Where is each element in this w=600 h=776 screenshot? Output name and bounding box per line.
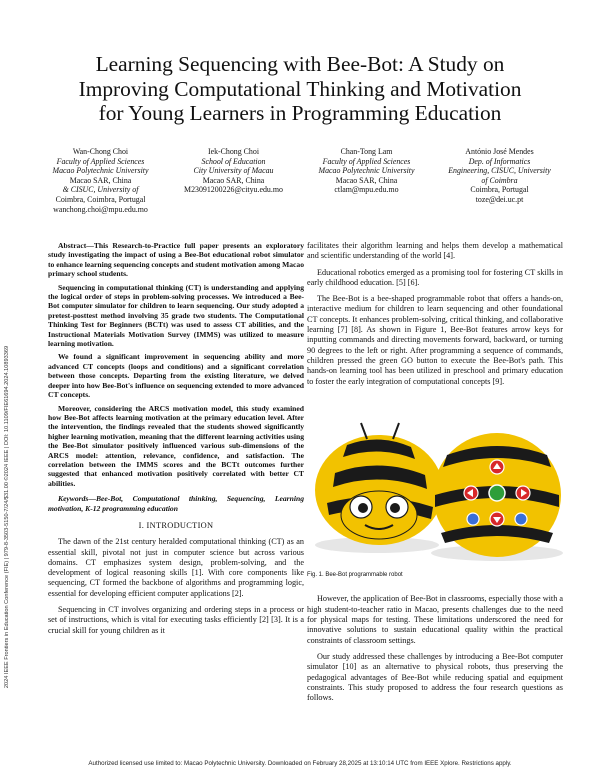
author-name: Iek-Chong Choi [207,147,260,156]
author-email: ctlam@mpu.edu.mo [334,185,399,195]
author-email: wanchong.choi@mpu.edu.mo [53,204,148,214]
author-location: Macao SAR, China [69,175,132,185]
author-location: Macao SAR, China [202,175,265,185]
author-affiliation: Dep. of Informatics [468,156,531,166]
author-affiliation: of Coimbra [481,175,518,185]
license-footer: Authorized licensed use limited to: Macao Polytechnic University. Downloaded on February 28,2025 at 13:10:14 UTC from IEEE Xplore. Restrictions apply. [88,760,512,767]
author-affiliation: City University of Macau [193,166,274,176]
author-affiliation: Macao Polytechnic University [318,166,415,176]
title-line-3: for Young Learners in Programming Education [98,101,502,125]
author-block [38,147,562,214]
author-affiliation: Macao Polytechnic University [52,166,149,176]
body-paragraph: Educational robotics emerged as a promising tool for fostering CT skills in early childhood education. [5] [6]. [307,267,563,287]
author-1 [38,147,163,214]
author-affiliation: & CISUC, University of [62,185,139,195]
right-column [307,241,563,709]
author-3 [304,147,429,214]
title-line-1: Learning Sequencing with Bee-Bot: A Study on [95,52,505,76]
section-heading-introduction: I. INTRODUCTION [138,520,214,530]
author-affiliation: Faculty of Applied Sciences [322,156,411,166]
keywords: Keywords—Bee-Bot, Computational thinking, Sequencing, Learning motivation, K-12 programming education [48,494,304,513]
author-affiliation: Engineering, CISUC, University [448,166,551,176]
paper-title [30,52,570,126]
go-button [489,485,505,501]
author-name: António José Mendes [465,147,534,156]
author-4 [437,147,562,214]
abstract-paragraph: Moreover, considering the ARCS motivation model, this study examined how Bee-Bot affects learning motivation at the primary education level. After the intervention, the findings revealed that the students showed significantly higher learning motivation, meaning that the different learning activities using the Bee-Bot simulator positively influenced various sub-dimensions of the ARCS model: attention, relevance, confidence, and satisfaction. The correlation between the IMMS scores and the BCTt outcomes further suggested that enhanced motivation positively correlated with better CT abilities. [48,403,304,488]
figure-caption: Fig. 1. Bee-Bot programmable robot [307,572,403,579]
body-paragraph: The dawn of the 21st century heralded computational thinking (CT) as an essential skill, pivotal not just in computer science but across various domains. CT emphasizes system design, problem-solving, and the development of logical reasoning skills [1]. With core components like sequencing, CT formed the backbone of algorithms and programming logic, essential for developing efficient computer applications [2]. [48,537,304,598]
author-location: Coimbra, Portugal [470,185,529,195]
author-location: Coimbra, Coimbra, Portugal [55,194,146,204]
author-2 [171,147,296,214]
author-email: M23091200226@cityu.edu.mo [184,185,283,195]
author-name: Wan-Chong Choi [72,147,129,156]
abstract [48,241,304,488]
author-name: Chan-Tong Lam [340,147,393,156]
bee-bot-top-image [433,433,561,557]
abstract-paragraph: Abstract—This Research-to-Practice full paper presents an exploratory study investigating the impact of using a Bee-Bot educational robot simulator to enhance learning sequencing concepts and student motivation among Macao primary school students. [48,241,304,279]
author-email: toze@dei.uc.pt [475,194,524,204]
left-column [48,241,304,642]
author-location: Macao SAR, China [335,175,398,185]
author-affiliation: School of Education [201,156,266,166]
bee-bot-figure [307,395,563,563]
body-paragraph: Sequencing in CT involves organizing and ordering steps in a process or set of instructions, which is vital for executing tasks efficiently [2] [3]. It is a crucial skill for young children as it [48,605,304,635]
body-paragraph: facilitates their algorithm learning and helps them develop a mathematical and scientific understanding of the world [4]. [307,241,563,261]
title-line-2: Improving Computational Thinking and Motivation [78,76,522,101]
abstract-paragraph: Sequencing in computational thinking (CT) is understanding and applying the logical order of steps in problem-solving processes. We introduced a Bee-Bot computer simulator for children to learn sequencing. Our study adopted a pretest-posttest method involving 35 grade two students. The Computational Thinking Test for Beginners (BCTt) was used to assess CT abilities, and the Instructional Materials Motivation Survey (IMMS) was utilized to measure learning motivation. [48,282,304,349]
doi-sidebar [1,290,13,750]
body-paragraph: Our study addressed these challenges by introducing a Bee-Bot computer simulator [10] as an alternative to physical robots, thus preserving the pedagogical advantages of Bee-Bot while reducing spatial and equipment constraints. This study proposed to address the four research questions as follows. [307,651,563,703]
author-affiliation: Faculty of Applied Sciences [56,156,145,166]
abstract-paragraph: We found a significant improvement in sequencing ability and more advanced CT concepts (loops and conditions) and a significant correlation between those concepts. Departing from the existing literature, we delved deeper into how Bee-Bot's influence on sequencing extended to more advanced CT concepts. [48,352,304,400]
body-paragraph: However, the application of Bee-Bot in classrooms, especially those with a high student-to-teacher ratio in Macao, presents challenges due to the need for physical maps for testing. These limitations underscored the need for innovative solutions to sustain educational quality within the practical constraints of classroom settings. [307,594,563,645]
doi-sidebar-text: 2024 IEEE Frontiers in Education Conference (FIE) | 979-8-3503-5150-7/24/$31.00 ©2024 IEEE | DOI: 10.1109/FIE61694.2024.10893369 [4,345,10,689]
body-paragraph: The Bee-Bot is a bee-shaped programmable robot that offers a hands-on, interactive medium for children to learn sequencing and other foundational CT concepts. It enhances problem-solving, critical thinking, and collaborative learning [7] [8]. As shown in Figure 1, Bee-Bot features arrow keys for inputting commands and directing movements forward, backward, or turning 90 degrees to the left or right. After programming a sequence of commands, children pressed the green GO button to execute the Bee-Bot's path. This hands-on learning tool has been utilized in preschool and primary education to foster the early integration of computational concepts [9]. [307,294,563,386]
